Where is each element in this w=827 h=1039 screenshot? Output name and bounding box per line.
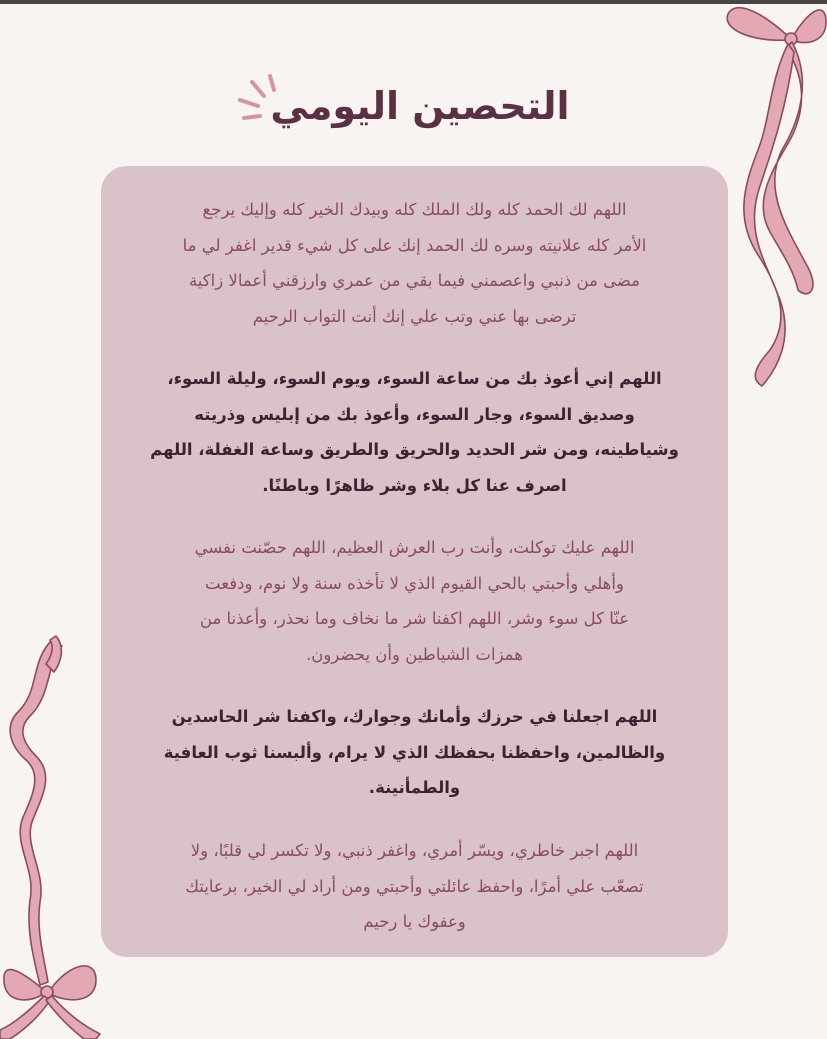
prayer-paragraph: اللهم لك الحمد كله ولك الملك كله وبيدك الخير كله وإليك يرجع الأمر كله علانيته وسره لك الحمد إنك على كل شيء قدير اغفر لي ما مضى من ذنبي واعصمني فيما بقي من عمري وارزقني أعمالا زاكية ترضى بها عني وتب علي إنك أنت التواب الرحيم: [182, 200, 647, 326]
title-area: [230, 66, 610, 146]
prayer-card: [101, 166, 728, 957]
prayer-paragraph: اللهم اجعلنا في حرزك وأمانك وجوارك، واكفنا شر الحاسدين والظالمين، واحفظنا بحفظك الذي لا يرام، وألبسنا ثوب العافية والطمأنينة.: [163, 707, 666, 797]
prayer-paragraph: اللهم عليك توكلت، وأنت رب العرش العظيم، اللهم حصّنت نفسي وأهلي وأحبتي بالحي القيوم الذي لا تأخذه سنة ولا نوم، ودفعت عنّا كل سوء وشر، اللهم اكفنا شر ما نخاف وما نحذر، وأعذنا من همزات الشياطين وأن يحضرون.: [194, 538, 635, 664]
prayer-paragraph: اللهم إني أعوذ بك من ساعة السوء، ويوم السوء، وليلة السوء، وصديق السوء، وجار السوء، وأعوذ بك من إبليس وذريته وشياطينه، ومن شر الحديد والحريق والطريق وساعة الغفلة، اللهم اصرف عنا كل بلاء وشر ظاهرًا وباطنًا.: [150, 369, 679, 495]
page-title: التحصين اليومي: [270, 84, 570, 128]
prayer-paragraph: اللهم اجبر خاطري، ويسّر أمري، واغفر ذنبي، ولا تكسر لي قلبًا، ولا تصعّب علي أمرًا، واحفظ عائلتي وأحبتي ومن أراد لي الخير، برعايتك وعفوك يا رحيم: [185, 841, 644, 931]
